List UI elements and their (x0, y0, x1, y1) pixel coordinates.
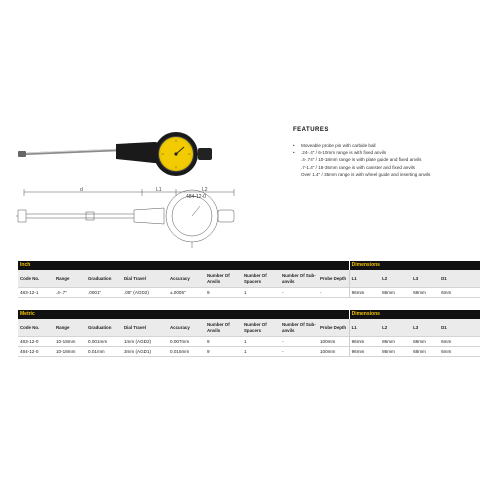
table-cell: 3mm (AGD1) (122, 347, 168, 357)
table-cell: .05" (AGD2) (122, 288, 168, 298)
dim-label-l2: L2 (202, 187, 208, 193)
col-header: Number Of Sub-anvils (280, 270, 318, 288)
col-header: Number Of Sub-anvils (280, 319, 318, 337)
bore-gauge-photo (14, 128, 254, 180)
dim-label-d: d (80, 187, 83, 193)
table-row (18, 288, 480, 298)
table-cell: 96mm (349, 337, 380, 347)
table-cell: ±.0005" (168, 288, 205, 298)
dim-label-l1: L1 (156, 187, 162, 193)
table-cell: 1 (242, 347, 280, 357)
col-header: Number Of Spacers (242, 319, 280, 337)
table-cell: .4-.7" (54, 288, 86, 298)
table-cell: - (280, 288, 318, 298)
table-row (18, 347, 480, 357)
col-header: Graduation (86, 270, 122, 288)
feature-item: • Moveable probe pin with carbide ball (293, 142, 473, 149)
product-caption: 484-12-0 (186, 194, 207, 200)
table-cell: 483-12-0 (18, 337, 54, 347)
col-header: Number Of Spacers (242, 270, 280, 288)
col-header: Dial Travel (122, 270, 168, 288)
col-header: L1 (349, 319, 380, 337)
technical-drawing (14, 186, 284, 252)
col-header: Code No. (18, 319, 54, 337)
features-list (293, 142, 473, 178)
table-cell: 9 (205, 288, 242, 298)
col-header: L2 (380, 270, 411, 288)
metric-section-label: Metric (18, 310, 349, 319)
table-cell: 100mm (318, 347, 349, 357)
table-cell: 68mm (411, 337, 439, 347)
table-cell: 9 (205, 347, 242, 357)
table-cell: - (280, 337, 318, 347)
feature-item: • .24-.4" / 6-10mm range is with fixed anvils (293, 149, 473, 156)
table-cell: 484-12-0 (18, 347, 54, 357)
metric-spec-table (18, 310, 480, 358)
col-header: Code No. (18, 270, 54, 288)
table-cell: 1 (242, 288, 280, 298)
table-cell: 9 (205, 337, 242, 347)
table-cell: 0.007mm (168, 337, 205, 347)
table-cell: 6mm (439, 347, 480, 357)
table-cell: 96mm (349, 347, 380, 357)
col-header: Probe Depth (318, 319, 349, 337)
feature-item: .7-1.4" / 18-35mm range is with canister and fixed anvils (301, 164, 415, 170)
col-header: Accuracy (168, 319, 205, 337)
col-header: L2 (380, 319, 411, 337)
table-cell: 0.001mm (86, 337, 122, 347)
metric-dimensions-label: Dimensions (349, 310, 480, 319)
col-header: Dial Travel (122, 319, 168, 337)
table-cell: 0.015mm (168, 347, 205, 357)
col-header: Range (54, 270, 86, 288)
table-cell: 10-18mm (54, 347, 86, 357)
table-cell: .0001" (86, 288, 122, 298)
table-cell: 6mm (439, 337, 480, 347)
table-cell: 483-12-1 (18, 288, 54, 298)
table-cell: 1mm (AGD2) (122, 337, 168, 347)
feature-item: .4-.74" / 10-18mm range is with plate guide and fixed anvils (301, 157, 422, 163)
col-header: D1 (439, 270, 480, 288)
table-row (18, 337, 480, 347)
col-header: L3 (411, 319, 439, 337)
table-cell: 10-18mm (54, 337, 86, 347)
inch-spec-table (18, 261, 480, 299)
col-header: L1 (349, 270, 380, 288)
table-cell: 100mm (318, 337, 349, 347)
col-header: Number Of Anvils (205, 319, 242, 337)
table-cell: 86mm (380, 337, 411, 347)
col-header: L3 (411, 270, 439, 288)
features-title: FEATURES (293, 127, 329, 133)
table-cell: 0.01mm (86, 347, 122, 357)
col-header: Range (54, 319, 86, 337)
table-cell: 68mm (411, 288, 439, 298)
table-cell: - (318, 288, 349, 298)
inch-section-label: Inch (18, 261, 349, 270)
features-panel (293, 127, 473, 178)
table-cell: 68mm (411, 347, 439, 357)
col-header: Accuracy (168, 270, 205, 288)
table-cell: - (280, 347, 318, 357)
table-cell: 96mm (349, 288, 380, 298)
table-cell: 6mm (439, 288, 480, 298)
feature-item: Over 1.4" / 35mm range is with wheel guide and inserting anvils (301, 171, 431, 177)
table-cell: 86mm (380, 288, 411, 298)
col-header: Graduation (86, 319, 122, 337)
col-header: Number Of Anvils (205, 270, 242, 288)
table-cell: 1 (242, 337, 280, 347)
col-header: D1 (439, 319, 480, 337)
inch-dimensions-label: Dimensions (349, 261, 480, 270)
col-header: Probe Depth (318, 270, 349, 288)
table-cell: 86mm (380, 347, 411, 357)
